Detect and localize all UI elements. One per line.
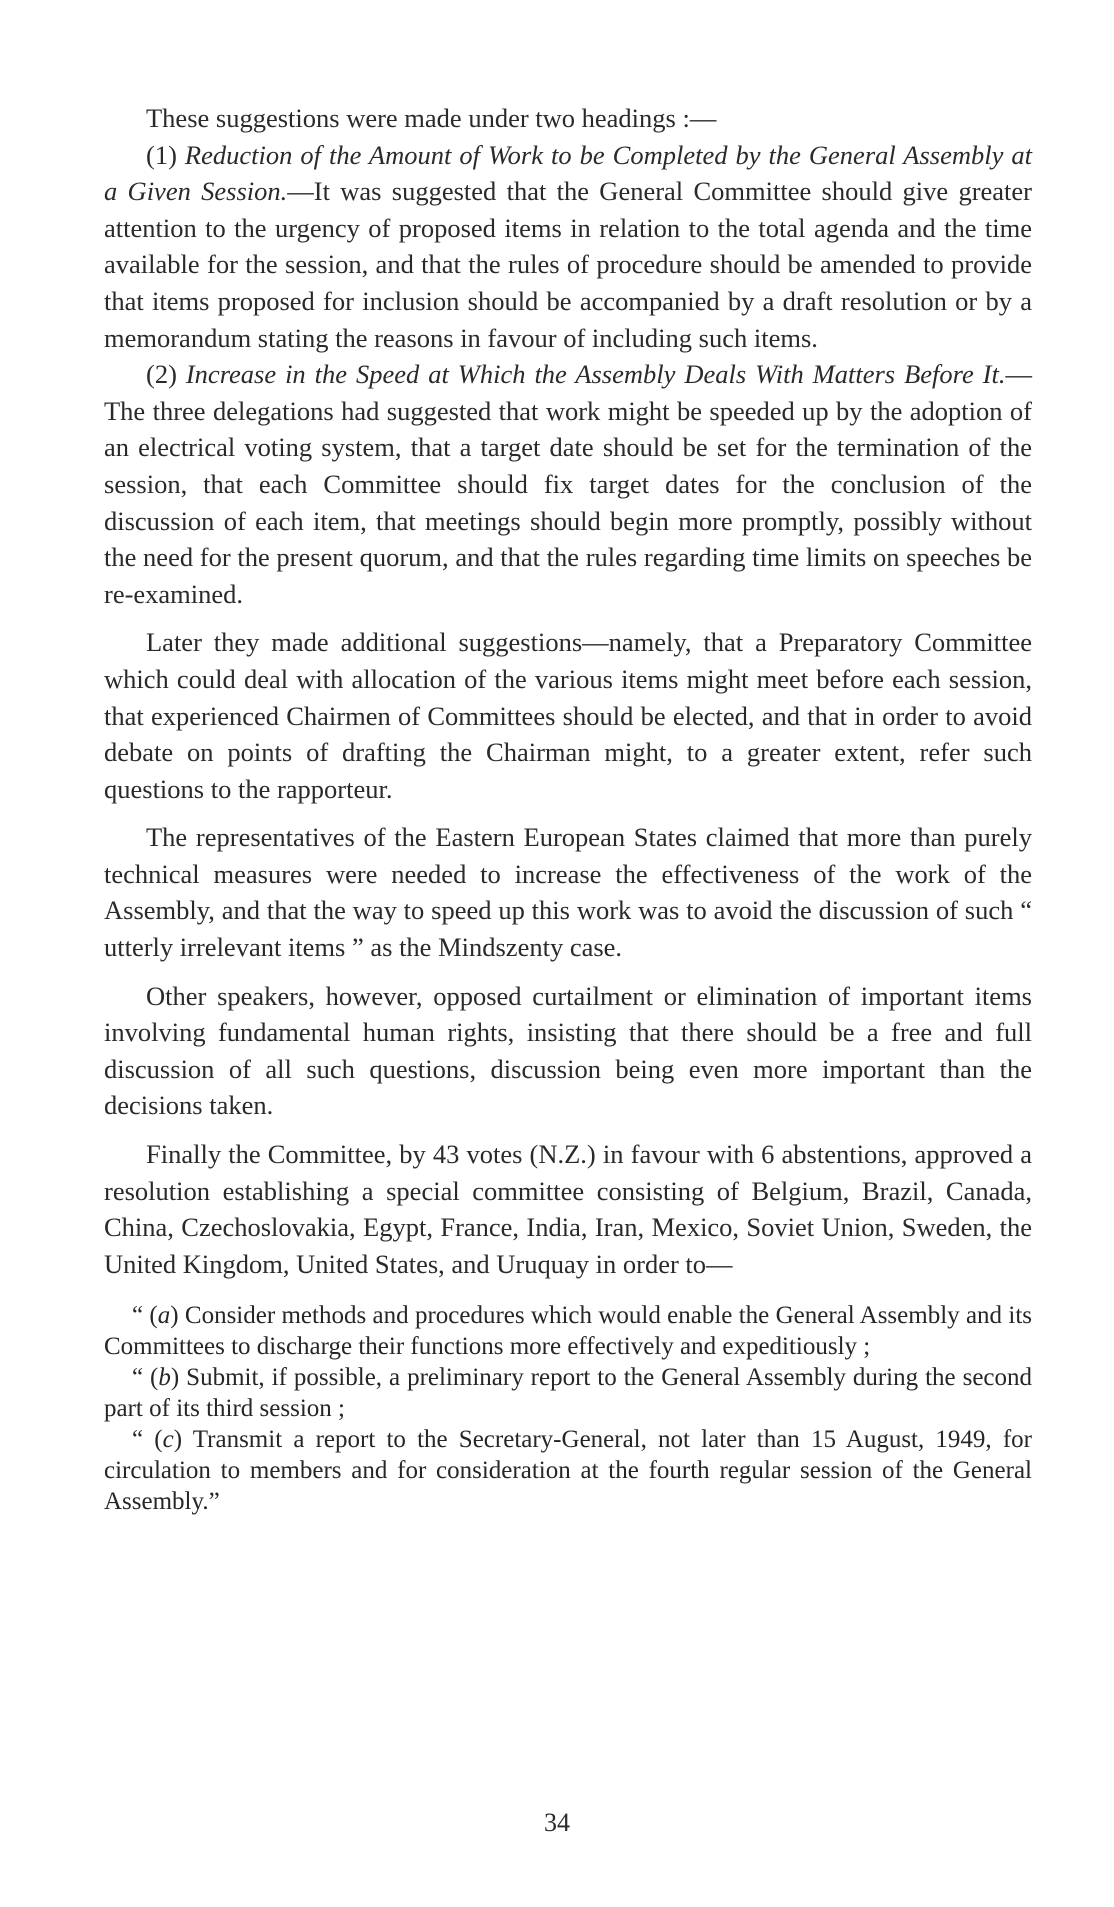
document-page [104, 100, 1032, 1517]
eastern-european-paragraph: The representatives of the Eastern European States claimed that more than purely technical measures were needed to increase the effectiveness of the work of the Assembly, and that the way to speed up this work was to avoid the discussion of such “ utterly irrelevant items ” as the Mindszenty case. [104, 822, 1032, 963]
suggestion-2-paragraph [104, 356, 1032, 612]
quote-b-open: “ ( [132, 1364, 159, 1392]
suggestion-1-body: —It was suggested that the General Committee should give greater attention to the urgency of proposed items in relation to the total agenda and the time available for the session, and that the rules of procedure should be amended to provide that items proposed for inclusion should be accompanied by a draft resolution or by a memorandum stating the reasons in favour of including such items. [104, 176, 1032, 353]
page-number: 34 [544, 1808, 570, 1837]
suggestion-1-heading: Reduction of the Amount of Work to be Completed by the General Assembly at a Given Session. [104, 139, 1032, 207]
quote-c-letter: c [162, 1426, 174, 1454]
intro-paragraph [104, 100, 1032, 137]
suggestion-1-paragraph [104, 137, 1032, 357]
quote-a-text: ) Consider methods and procedures which would enable the General Assembly and its Committees to discharge their functions more effectively and expeditiously ; [104, 1302, 1033, 1361]
quote-item-a [104, 1300, 1032, 1362]
quote-c-open: “ ( [132, 1426, 163, 1454]
suggestion-1-number: (1) [146, 139, 185, 170]
suggestion-2-heading: Increase in the Speed at Which the Assembly Deals With Matters Before It. [185, 359, 1006, 390]
quote-item-c [104, 1424, 1032, 1517]
later-suggestions-paragraph: Later they made additional suggestions—namely, that a Preparatory Committee which could deal with allocation of the various items might meet before each session, that experienced Chairmen of Committees should be elected, and that in order to avoid debate on points of drafting the Chairman might, to a greater extent, refer such questions to the rapporteur. [104, 627, 1032, 804]
quote-b-text: ) Submit, if possible, a preliminary report to the General Assembly during the second part of its third session ; [104, 1364, 1033, 1423]
quote-c-text: ) Transmit a report to the Secretary-General, not later than 15 August, 1949, for circulation to members and for consideration at the fourth regular session of the General Assembly.” [104, 1426, 1032, 1516]
intro-text: These suggestions were made under two headings :— [146, 103, 717, 133]
quote-a-letter: a [157, 1302, 171, 1330]
committee-resolution-paragraph: Finally the Committee, by 43 votes (N.Z.) in favour with 6 abstentions, approved a resolution establishing a special committee consisting of Belgium, Brazil, Canada, China, Czechoslovakia, Egypt, France, India, Iran, Mexico, Soviet Union, Sweden, the United Kingdom, United States, and Uruquay in order to— [104, 1139, 1032, 1279]
suggestion-2-body: —The three delegations had suggested that work might be speeded up by the adoption of an electrical voting system, that a target date should be set for the termination of the session, that each Committee should fix target dates for the conclusion of the discussion of each item, that meetings should begin more promptly, possibly without the need for the present quorum, and that the rules regarding time limits on speeches be re-examined. [104, 359, 1032, 609]
suggestion-2-number: (2) [146, 359, 186, 390]
quote-item-b [104, 1362, 1032, 1424]
quote-b-letter: b [158, 1364, 171, 1392]
other-speakers-paragraph: Other speakers, however, opposed curtailment or elimination of important items involving fundamental human rights, insisting that there should be a free and full discussion of all such questions, discussion being even more important than the decisions taken. [104, 980, 1032, 1121]
quote-a-open: “ ( [132, 1302, 158, 1330]
